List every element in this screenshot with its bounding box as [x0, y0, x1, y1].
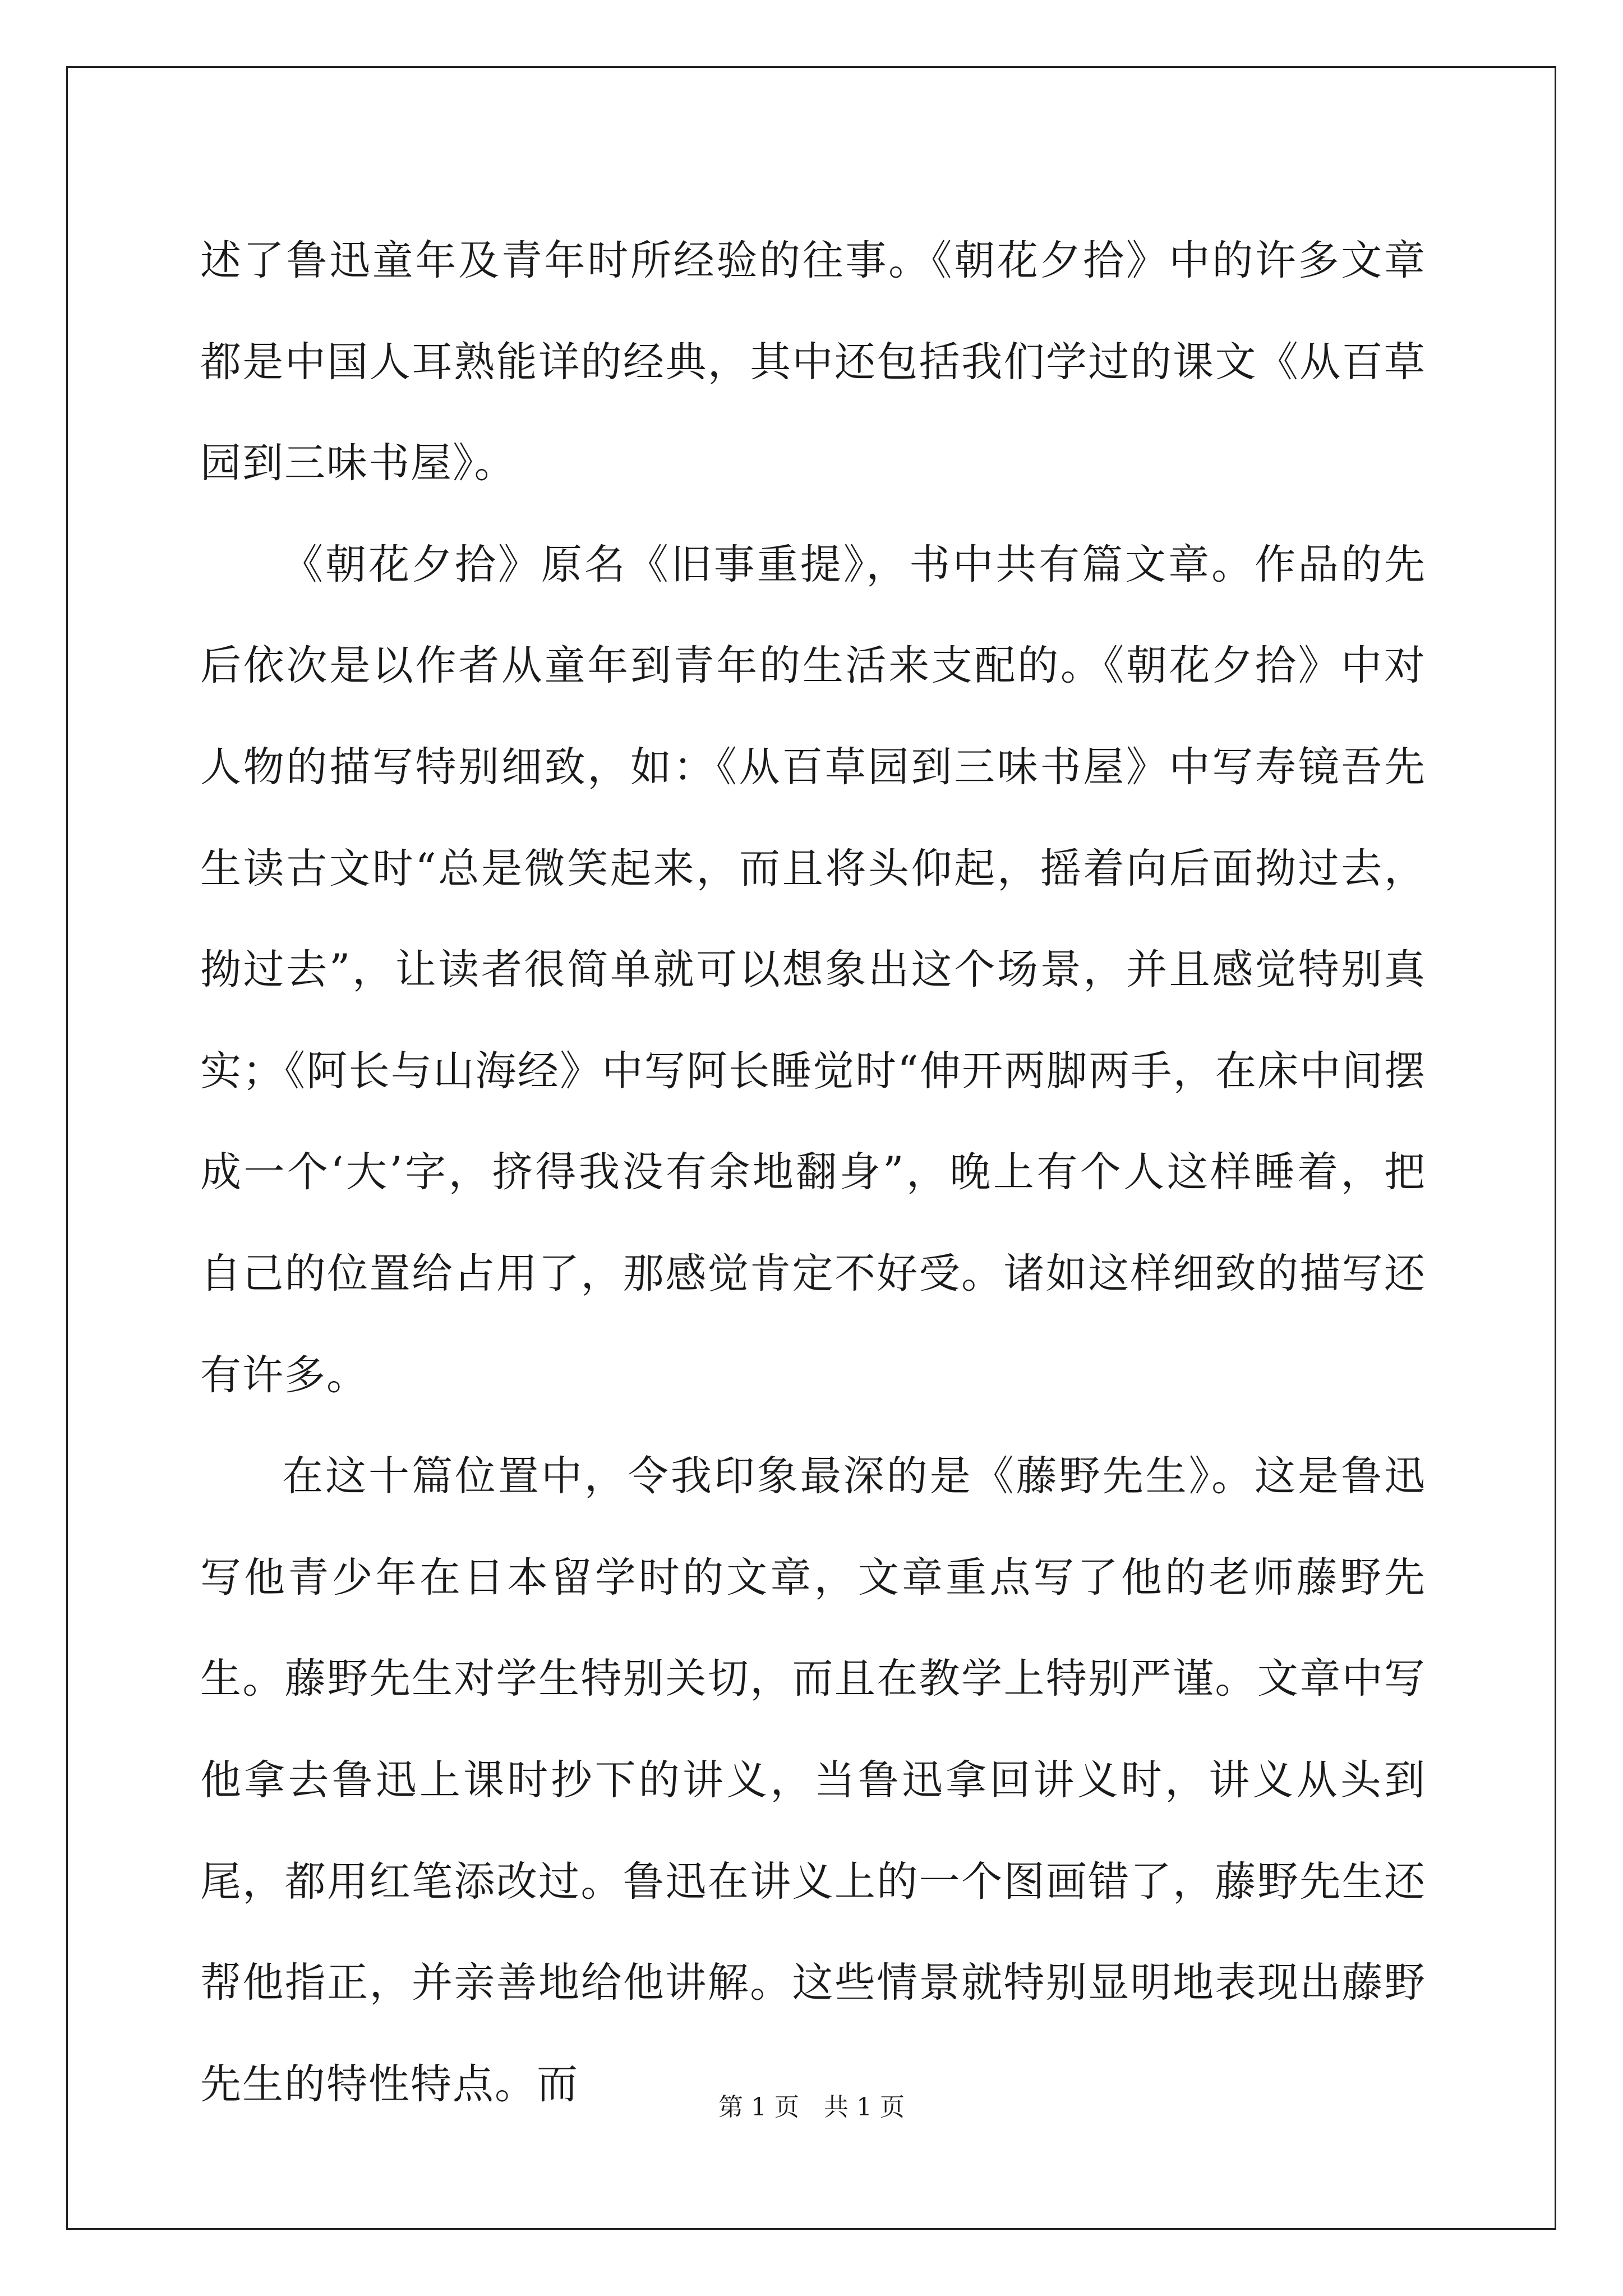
page-number-footer: 第 1 页 共 1 页 — [718, 2093, 905, 2122]
paragraph-1: 述了鲁迅童年及青年时所经验的往事。《朝花夕拾》中的许多文章都是中国人耳熟能详的经典，其中还包括我们学过的课文《从百草园到三味书屋》。 — [200, 237, 1426, 487]
document-body — [200, 210, 1426, 2135]
paragraph-3: 在这十篇位置中，令我印象最深的是《藤野先生》。这是鲁迅写他青少年在日本留学时的文章，文章重点写了他的老师藤野先生。藤野先生对学生特别关切，而且在教学上特别严谨。文章中写他拿去鲁迅上课时抄下的讲义，当鲁迅拿回讲义时，讲义从头到尾，都用红笔添改过。鲁迅在讲义上的一个图画错了，藤野先生还帮他指正，并亲善地给他讲解。这些情景就特别显明地表现出藤野先生的特性特点。而 — [200, 1452, 1426, 2108]
paragraph-2: 《朝花夕拾》原名《旧事重提》，书中共有篇文章。作品的先后依次是以作者从童年到青年的生活来支配的。《朝花夕拾》中对人物的描写特别细致，如：《从百草园到三味书屋》中写寿镜吾先生读古文时“总是微笑起来，而且将头仰起，摇着向后面拗过去，拗过去”，让读者很简单就可以想象出这个场景，并且感觉特别真实；《阿长与山海经》中写阿长睡觉时“伸开两脚两手，在床中间摆成一个‘大’字，挤得我没有余地翻身”，晚上有个人这样睡着，把自己的位置给占用了，那感觉肯定不好受。诸如这样细致的描写还有许多。 — [200, 540, 1426, 1399]
